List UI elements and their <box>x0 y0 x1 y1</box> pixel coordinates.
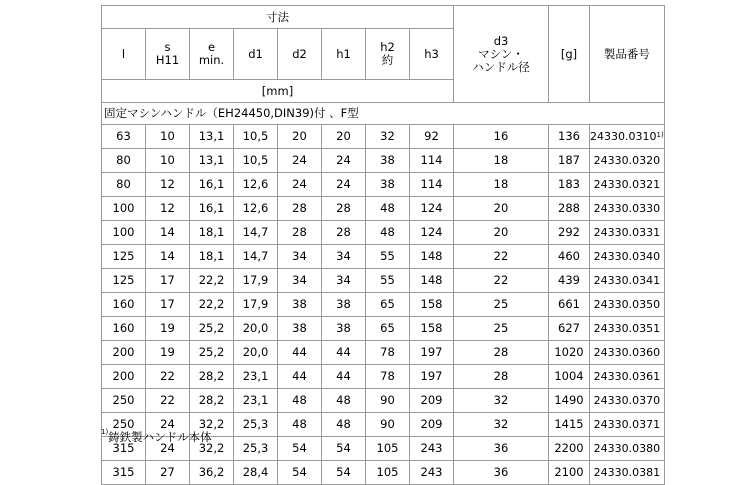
cell-h1: 44 <box>322 341 366 365</box>
cell-d3: 18 <box>454 173 549 197</box>
cell-part-number <box>590 461 665 485</box>
column-header-h2 <box>366 29 410 80</box>
cell-h2: 55 <box>366 245 410 269</box>
cell-g: 627 <box>549 317 590 341</box>
cell-h1: 24 <box>322 173 366 197</box>
cell-d3: 36 <box>454 461 549 485</box>
cell-d3: 20 <box>454 197 549 221</box>
cell-e: 13,1 <box>190 125 234 149</box>
cell-s: 27 <box>146 461 190 485</box>
cell-s: 17 <box>146 269 190 293</box>
cell-h1: 28 <box>322 197 366 221</box>
cell-h2: 78 <box>366 341 410 365</box>
cell-h1: 20 <box>322 125 366 149</box>
cell-d2: 28 <box>278 221 322 245</box>
cell-d1: 17,9 <box>234 293 278 317</box>
cell-g: 2100 <box>549 461 590 485</box>
cell-s: 12 <box>146 197 190 221</box>
cell-g: 292 <box>549 221 590 245</box>
dimensions-header: 寸法 <box>102 6 454 29</box>
cell-d1: 25,3 <box>234 437 278 461</box>
cell-g: 288 <box>549 197 590 221</box>
cell-d1: 23,1 <box>234 389 278 413</box>
column-header-h3 <box>410 29 454 80</box>
cell-g: 187 <box>549 149 590 173</box>
footnote-text: 鋳鉄製ハンドル本体 <box>108 430 212 444</box>
cell-part-number <box>590 245 665 269</box>
cell-d3: 18 <box>454 149 549 173</box>
footnote <box>101 429 212 445</box>
cell-h3: 209 <box>410 413 454 437</box>
cell-h3: 209 <box>410 389 454 413</box>
table-row <box>102 341 665 365</box>
cell-g: 1004 <box>549 365 590 389</box>
table-row <box>102 269 665 293</box>
column-header-sublabel: 約 <box>381 53 394 67</box>
cell-s: 10 <box>146 149 190 173</box>
cell-g: 2200 <box>549 437 590 461</box>
cell-h2: 38 <box>366 149 410 173</box>
cell-d2: 34 <box>278 245 322 269</box>
cell-l: 200 <box>102 341 146 365</box>
cell-s: 14 <box>146 221 190 245</box>
cell-e: 28,2 <box>190 389 234 413</box>
cell-h3: 114 <box>410 149 454 173</box>
cell-d3: 25 <box>454 293 549 317</box>
d3-header-line1: d3 <box>493 33 509 48</box>
cell-d1: 23,1 <box>234 365 278 389</box>
cell-e: 25,2 <box>190 317 234 341</box>
cell-d2: 20 <box>278 125 322 149</box>
part-number-text: 24330.0361 <box>593 370 661 383</box>
cell-part-number <box>590 317 665 341</box>
column-header-label: s <box>164 40 171 54</box>
cell-h1: 28 <box>322 221 366 245</box>
cell-g: 1415 <box>549 413 590 437</box>
table-row <box>102 125 665 149</box>
part-number-text: 24330.0341 <box>593 274 661 287</box>
part-number-text: 24330.0340 <box>593 250 661 263</box>
cell-d2: 44 <box>278 341 322 365</box>
cell-l: 160 <box>102 293 146 317</box>
cell-e: 18,1 <box>190 221 234 245</box>
part-number-text: 24330.0330 <box>593 202 661 215</box>
part-number-header: 製品番号 <box>590 6 665 103</box>
column-header-d2 <box>278 29 322 80</box>
table-row <box>102 221 665 245</box>
cell-part-number <box>590 365 665 389</box>
cell-l: 125 <box>102 269 146 293</box>
cell-s: 17 <box>146 293 190 317</box>
cell-s: 19 <box>146 341 190 365</box>
cell-e: 18,1 <box>190 245 234 269</box>
cell-s: 12 <box>146 173 190 197</box>
cell-d1: 25,3 <box>234 413 278 437</box>
cell-e: 28,2 <box>190 365 234 389</box>
cell-part-number <box>590 413 665 437</box>
cell-h1: 48 <box>322 389 366 413</box>
spec-table <box>101 5 665 485</box>
part-number-text: 24330.0370 <box>593 394 661 407</box>
cell-d1: 12,6 <box>234 173 278 197</box>
cell-d2: 54 <box>278 437 322 461</box>
cell-h3: 124 <box>410 197 454 221</box>
table-row <box>102 389 665 413</box>
cell-h1: 34 <box>322 245 366 269</box>
cell-part-number <box>590 173 665 197</box>
cell-h2: 105 <box>366 437 410 461</box>
cell-l: 63 <box>102 125 146 149</box>
part-number-text: 24330.0310 <box>590 130 657 143</box>
cell-e: 32,2 <box>190 413 234 437</box>
cell-h3: 243 <box>410 437 454 461</box>
column-header-label: h1 <box>336 46 351 61</box>
cell-g: 439 <box>549 269 590 293</box>
cell-h3: 197 <box>410 341 454 365</box>
column-header-label: h2 <box>380 40 395 54</box>
column-header-l <box>102 29 146 80</box>
cell-d2: 38 <box>278 293 322 317</box>
cell-s: 22 <box>146 365 190 389</box>
table-row <box>102 317 665 341</box>
cell-s: 24 <box>146 413 190 437</box>
cell-part-number <box>590 269 665 293</box>
cell-h2: 90 <box>366 413 410 437</box>
cell-h1: 44 <box>322 365 366 389</box>
part-number-text: 24330.0360 <box>593 346 661 359</box>
cell-h1: 54 <box>322 437 366 461</box>
cell-h3: 243 <box>410 461 454 485</box>
cell-e: 22,2 <box>190 293 234 317</box>
column-header-label: d2 <box>292 46 307 61</box>
cell-h1: 54 <box>322 461 366 485</box>
cell-part-number <box>590 437 665 461</box>
header-row-top <box>102 6 665 29</box>
part-number-text: 24330.0351 <box>593 322 661 335</box>
cell-g: 460 <box>549 245 590 269</box>
cell-part-number <box>590 197 665 221</box>
column-header-label: h3 <box>424 46 439 61</box>
cell-d2: 48 <box>278 413 322 437</box>
cell-part-number <box>590 149 665 173</box>
unit-label: [mm] <box>102 80 454 103</box>
table-row <box>102 293 665 317</box>
cell-d2: 48 <box>278 389 322 413</box>
part-number-text: 24330.0320 <box>593 154 661 167</box>
cell-s: 24 <box>146 437 190 461</box>
cell-g: 136 <box>549 125 590 149</box>
cell-d3: 28 <box>454 365 549 389</box>
d3-header-line2: マシン・ <box>478 46 524 61</box>
cell-h2: 38 <box>366 173 410 197</box>
column-header-s <box>146 29 190 80</box>
table-row <box>102 173 665 197</box>
cell-part-number <box>590 341 665 365</box>
cell-d1: 14,7 <box>234 221 278 245</box>
table-row <box>102 461 665 485</box>
cell-d3: 22 <box>454 245 549 269</box>
cell-h3: 158 <box>410 317 454 341</box>
column-header-label: l <box>121 46 126 61</box>
cell-h3: 148 <box>410 269 454 293</box>
part-number-text: 24330.0381 <box>593 466 661 479</box>
cell-part-number <box>590 389 665 413</box>
cell-h3: 92 <box>410 125 454 149</box>
cell-h1: 48 <box>322 413 366 437</box>
cell-d1: 20,0 <box>234 341 278 365</box>
cell-h1: 34 <box>322 269 366 293</box>
cell-e: 13,1 <box>190 149 234 173</box>
cell-h2: 48 <box>366 197 410 221</box>
cell-d2: 38 <box>278 317 322 341</box>
cell-h2: 55 <box>366 269 410 293</box>
cell-h3: 158 <box>410 293 454 317</box>
cell-h2: 65 <box>366 317 410 341</box>
cell-l: 80 <box>102 173 146 197</box>
cell-h3: 148 <box>410 245 454 269</box>
cell-s: 22 <box>146 389 190 413</box>
cell-d3: 20 <box>454 221 549 245</box>
column-header-e <box>190 29 234 80</box>
cell-d1: 10,5 <box>234 125 278 149</box>
cell-h1: 38 <box>322 317 366 341</box>
cell-g: 183 <box>549 173 590 197</box>
cell-l: 200 <box>102 365 146 389</box>
cell-d3: 22 <box>454 269 549 293</box>
table-row <box>102 149 665 173</box>
cell-h3: 197 <box>410 365 454 389</box>
cell-l: 250 <box>102 413 146 437</box>
cell-d1: 28,4 <box>234 461 278 485</box>
cell-l: 80 <box>102 149 146 173</box>
cell-h1: 24 <box>322 149 366 173</box>
d3-header-line3: ハンドル径 <box>472 59 530 74</box>
footnote-marker: 1) <box>101 428 109 436</box>
cell-part-number <box>590 125 665 149</box>
part-number-text: 24330.0331 <box>593 226 661 239</box>
column-header-d1 <box>234 29 278 80</box>
cell-d3: 32 <box>454 389 549 413</box>
cell-s: 14 <box>146 245 190 269</box>
cell-d2: 54 <box>278 461 322 485</box>
section-row <box>102 103 665 125</box>
cell-g: 661 <box>549 293 590 317</box>
cell-d1: 20,0 <box>234 317 278 341</box>
column-header-sublabel: H11 <box>155 53 180 67</box>
cell-d2: 24 <box>278 173 322 197</box>
footnote-ref: 1) <box>656 131 664 139</box>
cell-d2: 44 <box>278 365 322 389</box>
cell-h2: 32 <box>366 125 410 149</box>
cell-d2: 34 <box>278 269 322 293</box>
cell-s: 10 <box>146 125 190 149</box>
cell-h2: 78 <box>366 365 410 389</box>
column-header-sublabel: min. <box>198 53 225 67</box>
cell-e: 32,2 <box>190 437 234 461</box>
cell-d2: 28 <box>278 197 322 221</box>
cell-l: 250 <box>102 389 146 413</box>
d3-header <box>454 6 549 103</box>
table-row <box>102 365 665 389</box>
cell-d3: 25 <box>454 317 549 341</box>
cell-g: 1020 <box>549 341 590 365</box>
cell-h2: 105 <box>366 461 410 485</box>
part-number-text: 24330.0350 <box>593 298 661 311</box>
cell-d3: 32 <box>454 413 549 437</box>
weight-header: [g] <box>549 6 590 103</box>
cell-e: 36,2 <box>190 461 234 485</box>
cell-part-number <box>590 293 665 317</box>
cell-d1: 14,7 <box>234 245 278 269</box>
cell-h2: 48 <box>366 221 410 245</box>
cell-e: 25,2 <box>190 341 234 365</box>
cell-d1: 12,6 <box>234 197 278 221</box>
table-row <box>102 245 665 269</box>
cell-l: 100 <box>102 197 146 221</box>
cell-l: 125 <box>102 245 146 269</box>
cell-l: 160 <box>102 317 146 341</box>
cell-h2: 65 <box>366 293 410 317</box>
cell-e: 22,2 <box>190 269 234 293</box>
cell-d1: 17,9 <box>234 269 278 293</box>
cell-e: 16,1 <box>190 197 234 221</box>
cell-l: 100 <box>102 221 146 245</box>
cell-d1: 10,5 <box>234 149 278 173</box>
part-number-text: 24330.0321 <box>593 178 661 191</box>
cell-d3: 16 <box>454 125 549 149</box>
cell-h2: 90 <box>366 389 410 413</box>
column-header-label: e <box>207 40 216 54</box>
cell-h3: 124 <box>410 221 454 245</box>
cell-h1: 38 <box>322 293 366 317</box>
cell-d3: 28 <box>454 341 549 365</box>
cell-l: 315 <box>102 461 146 485</box>
column-header-label: d1 <box>248 46 263 61</box>
cell-l: 315 <box>102 437 146 461</box>
cell-h3: 114 <box>410 173 454 197</box>
section-title: 固定マシンハンドル（EH24450,DIN39)付 、F型 <box>102 103 665 125</box>
part-number-text: 24330.0380 <box>593 442 661 455</box>
cell-d3: 36 <box>454 437 549 461</box>
cell-d2: 24 <box>278 149 322 173</box>
table-row <box>102 197 665 221</box>
cell-part-number <box>590 221 665 245</box>
part-number-text: 24330.0371 <box>593 418 661 431</box>
cell-g: 1490 <box>549 389 590 413</box>
cell-e: 16,1 <box>190 173 234 197</box>
column-header-h1 <box>322 29 366 80</box>
cell-s: 19 <box>146 317 190 341</box>
